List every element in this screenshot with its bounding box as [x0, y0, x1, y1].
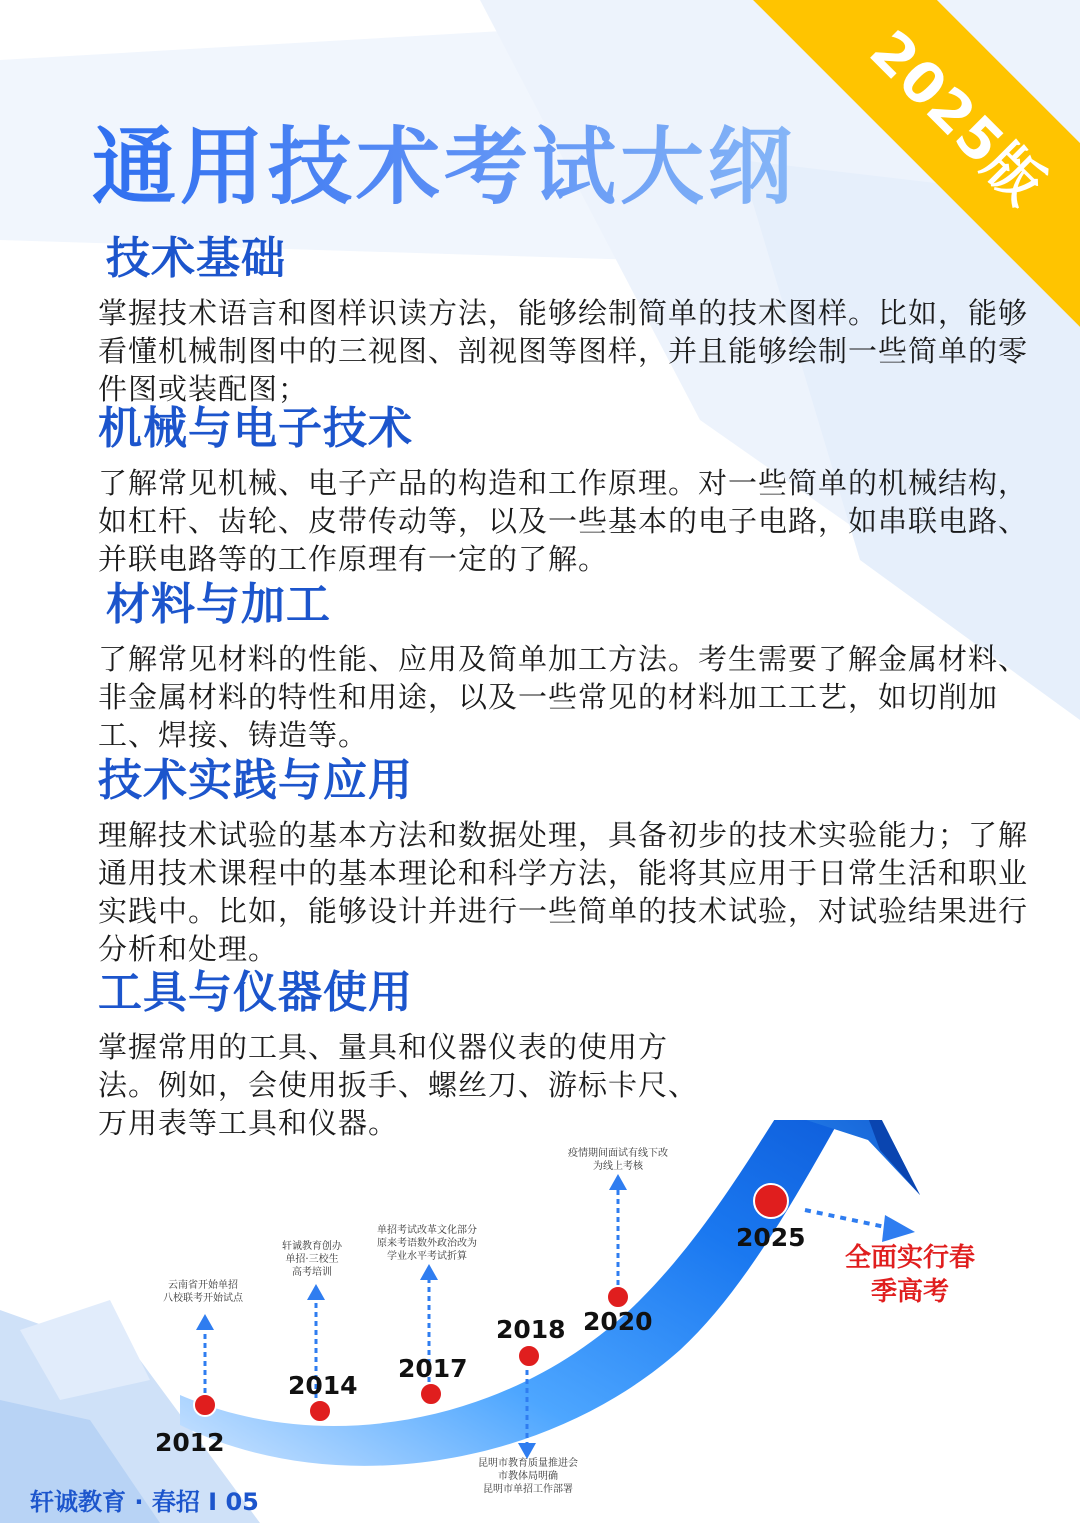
- section-materials: [98, 568, 1028, 754]
- section-body: 理解技术试验的基本方法和数据处理，具备初步的技术实验能力；了解通用技术课程中的基本理论和科学方法，能将其应用于日常生活和职业实践中。比如，能够设计并进行一些简单的技术试验，对试验结果进行分析和处理。: [98, 818, 1029, 966]
- connector-arrowhead: [518, 1443, 536, 1459]
- edition-label: 2025版: [857, 18, 1057, 218]
- section-body: 掌握技术语言和图样识读方法，能够绘制简单的技术图样。比如，能够看懂机械制图中的三视图、剖视图等图样，并且能够绘制一些简单的零件图或装配图；: [98, 296, 1029, 406]
- section-heading: 技术基础: [106, 233, 286, 284]
- growth-arrow-body: [180, 1120, 845, 1466]
- section-body: 了解常见机械、电子产品的构造和工作原理。对一些简单的机械结构，如杠杆、齿轮、皮带传动等，以及一些基本的电子电路，如串联电路、并联电路等的工作原理有一定的了解。: [98, 466, 1029, 576]
- milestone-note: 轩诚教育创办: [282, 1241, 342, 1252]
- milestone-note: 高考培训: [292, 1267, 332, 1278]
- year-label: 2020: [583, 1307, 653, 1336]
- section-body: 掌握常用的工具、量具和仪器仪表的使用方法。例如，会使用扳手、螺丝刀、游标卡尺、万用表等工具和仪器。: [98, 1030, 699, 1140]
- connector-arrowhead: [609, 1174, 627, 1190]
- year-label: 2012: [155, 1428, 225, 1457]
- page-footer: 轩诚教育 · 春招 Ⅰ 05: [30, 1488, 259, 1516]
- milestone-dot: [420, 1383, 442, 1405]
- section-tech-basics: [98, 222, 1028, 408]
- milestone-note: 疫情期间面试有线下改: [568, 1148, 668, 1159]
- milestone-note: 云南省开始单招: [168, 1280, 238, 1291]
- connector-arrowhead: [307, 1284, 325, 1300]
- page-title: 通用技术考试大纲: [92, 100, 796, 221]
- milestone-note: 原来考语数外政治改为: [377, 1238, 477, 1249]
- milestone-note: 昆明市单招工作部署: [483, 1484, 573, 1495]
- milestone-dot: [309, 1400, 331, 1422]
- goal-text: 全面实行春: [844, 1243, 976, 1273]
- milestone-dot: [194, 1394, 216, 1416]
- year-label: 2014: [288, 1371, 358, 1400]
- milestone-note: 为线上考核: [593, 1161, 643, 1172]
- year-label: 2018: [496, 1315, 566, 1344]
- section-heading: 技术实践与应用: [98, 755, 413, 806]
- connector-arrowhead: [420, 1264, 438, 1280]
- year-label: 2025: [736, 1223, 806, 1252]
- milestone-note: 学业水平考试折算: [387, 1251, 467, 1262]
- milestone-note: 八校联考开始试点: [163, 1293, 243, 1304]
- section-heading: 机械与电子技术: [98, 403, 413, 454]
- section-heading: 材料与加工: [106, 579, 331, 630]
- section-body: 了解常见材料的性能、应用及简单加工方法。考生需要了解金属材料、非金属材料的特性和用途，以及一些常见的材料加工工艺，如切削加工、焊接、铸造等。: [98, 642, 1029, 752]
- milestone-dot: [754, 1184, 788, 1218]
- section-mech-electronics: [98, 392, 1028, 578]
- milestone-note: 昆明市教育质量推进会: [478, 1458, 578, 1469]
- milestone-note: 单招考试改革文化部分: [377, 1225, 477, 1236]
- milestone-note: 单招·三校生: [285, 1254, 339, 1265]
- connector-arrowhead: [196, 1314, 214, 1330]
- timeline-graphic: [0, 1120, 1080, 1523]
- milestone-dot: [518, 1345, 540, 1367]
- year-label: 2017: [398, 1354, 468, 1383]
- section-tools: [98, 956, 698, 1142]
- milestone-note: 市教体局明确: [498, 1471, 558, 1482]
- section-practice: [98, 744, 1028, 968]
- milestone-dot: [607, 1286, 629, 1308]
- section-heading: 工具与仪器使用: [98, 967, 413, 1018]
- goal-text: 季高考: [870, 1277, 950, 1307]
